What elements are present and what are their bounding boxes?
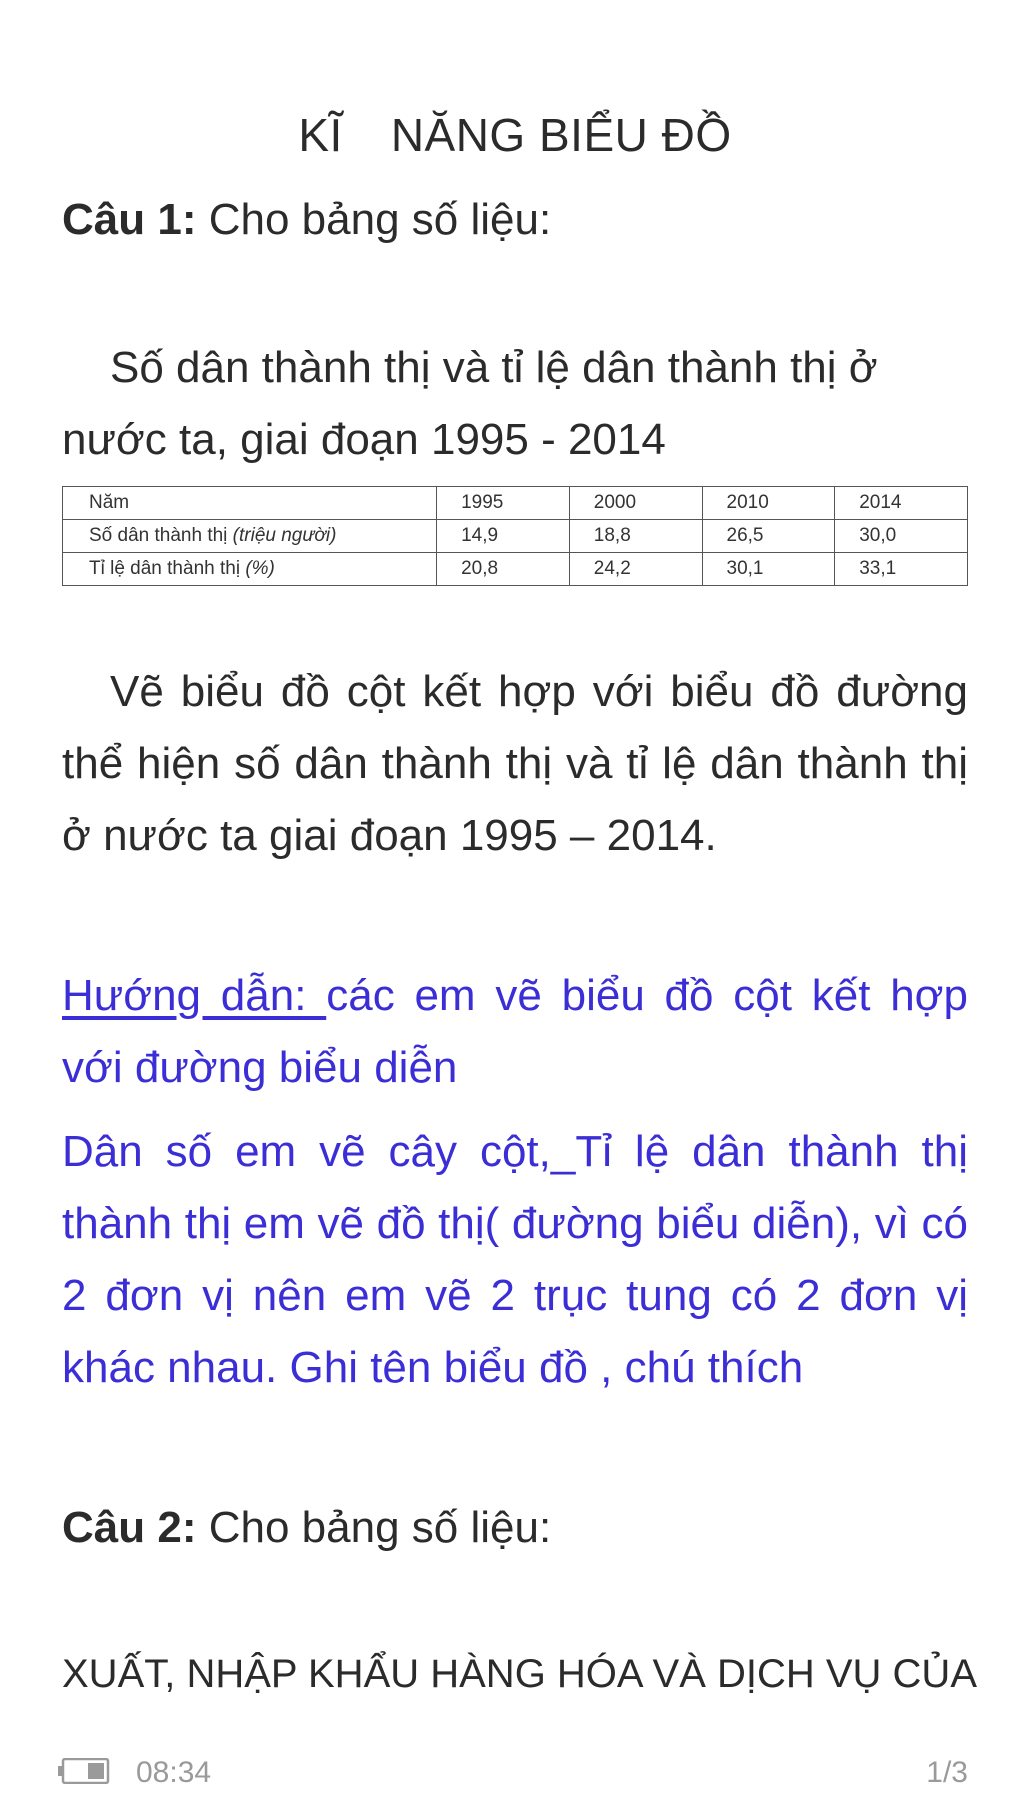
table-row xyxy=(63,553,968,586)
title-part-1: KĨ xyxy=(298,109,343,161)
header-year: 2014 xyxy=(835,487,968,520)
table-cell: 30,1 xyxy=(702,553,835,586)
header-year: 2010 xyxy=(702,487,835,520)
table-cell: 30,0 xyxy=(835,520,968,553)
table-cell: 26,5 xyxy=(702,520,835,553)
table-cell: 18,8 xyxy=(569,520,702,553)
table-cell: 24,2 xyxy=(569,553,702,586)
row-label xyxy=(63,553,437,586)
row-label-text: Số dân thành thị xyxy=(89,525,233,546)
guide-label: Hướng dẫn: xyxy=(62,971,327,1020)
battery-icon xyxy=(58,1758,110,1784)
page-indicator: 1/3 xyxy=(926,1756,968,1789)
title-part-2: NĂNG BIỂU ĐỒ xyxy=(390,109,732,161)
row-label xyxy=(63,520,437,553)
table-cell: 33,1 xyxy=(835,553,968,586)
question-1-intro: Cho bảng số liệu: xyxy=(196,195,552,244)
table-cell: 14,9 xyxy=(437,520,570,553)
row-label-text: Tỉ lệ dân thành thị xyxy=(89,558,246,579)
question-2-heading xyxy=(62,1492,968,1564)
question-2-intro: Cho bảng số liệu: xyxy=(196,1503,552,1552)
table-cell: 20,8 xyxy=(437,553,570,586)
row-unit: (triệu người) xyxy=(232,525,337,546)
guide-text: các em vẽ biểu đồ cột kết hợp với đường biểu diễn xyxy=(62,971,968,1092)
header-year: 2000 xyxy=(569,487,702,520)
question-1-label: Câu 1: xyxy=(62,195,197,244)
header-year: 1995 xyxy=(437,487,570,520)
question-2-caption: XUẤT, NHẬP KHẨU HÀNG HÓA VÀ DỊCH VỤ CỦA xyxy=(62,1652,977,1696)
reader-status-bar xyxy=(58,1750,968,1794)
question-2-label: Câu 2: xyxy=(62,1503,197,1552)
question-1-heading xyxy=(62,184,968,256)
header-label: Năm xyxy=(63,487,437,520)
page-title xyxy=(62,108,968,162)
row-unit: (%) xyxy=(245,558,275,579)
table-row xyxy=(63,520,968,553)
urban-population-table xyxy=(62,486,968,586)
guide-paragraph xyxy=(62,960,968,1104)
question-1-task: Vẽ biểu đồ cột kết hợp với biểu đồ đường thể hiện số dân thành thị và tỉ lệ dân thành thị ở nước ta giai đoạn 1995 – 2014. xyxy=(62,667,968,860)
table-caption-line-1: Số dân thành thị và tỉ lệ dân thành thị ở xyxy=(110,343,878,392)
table-caption-line-2: nước ta, giai đoạn 1995 - 2014 xyxy=(62,415,666,464)
guide-detail: Dân số em vẽ cây cột,_Tỉ lệ dân thành thị thành thị em vẽ đồ thị( đường biểu diễn), vì có 2 đơn vị nên em vẽ 2 trục tung có 2 đơn vị khác nhau. Ghi tên biểu đồ , chú thích xyxy=(62,1127,968,1392)
clock-time: 08:34 xyxy=(136,1756,212,1789)
table-header-row xyxy=(63,487,968,520)
